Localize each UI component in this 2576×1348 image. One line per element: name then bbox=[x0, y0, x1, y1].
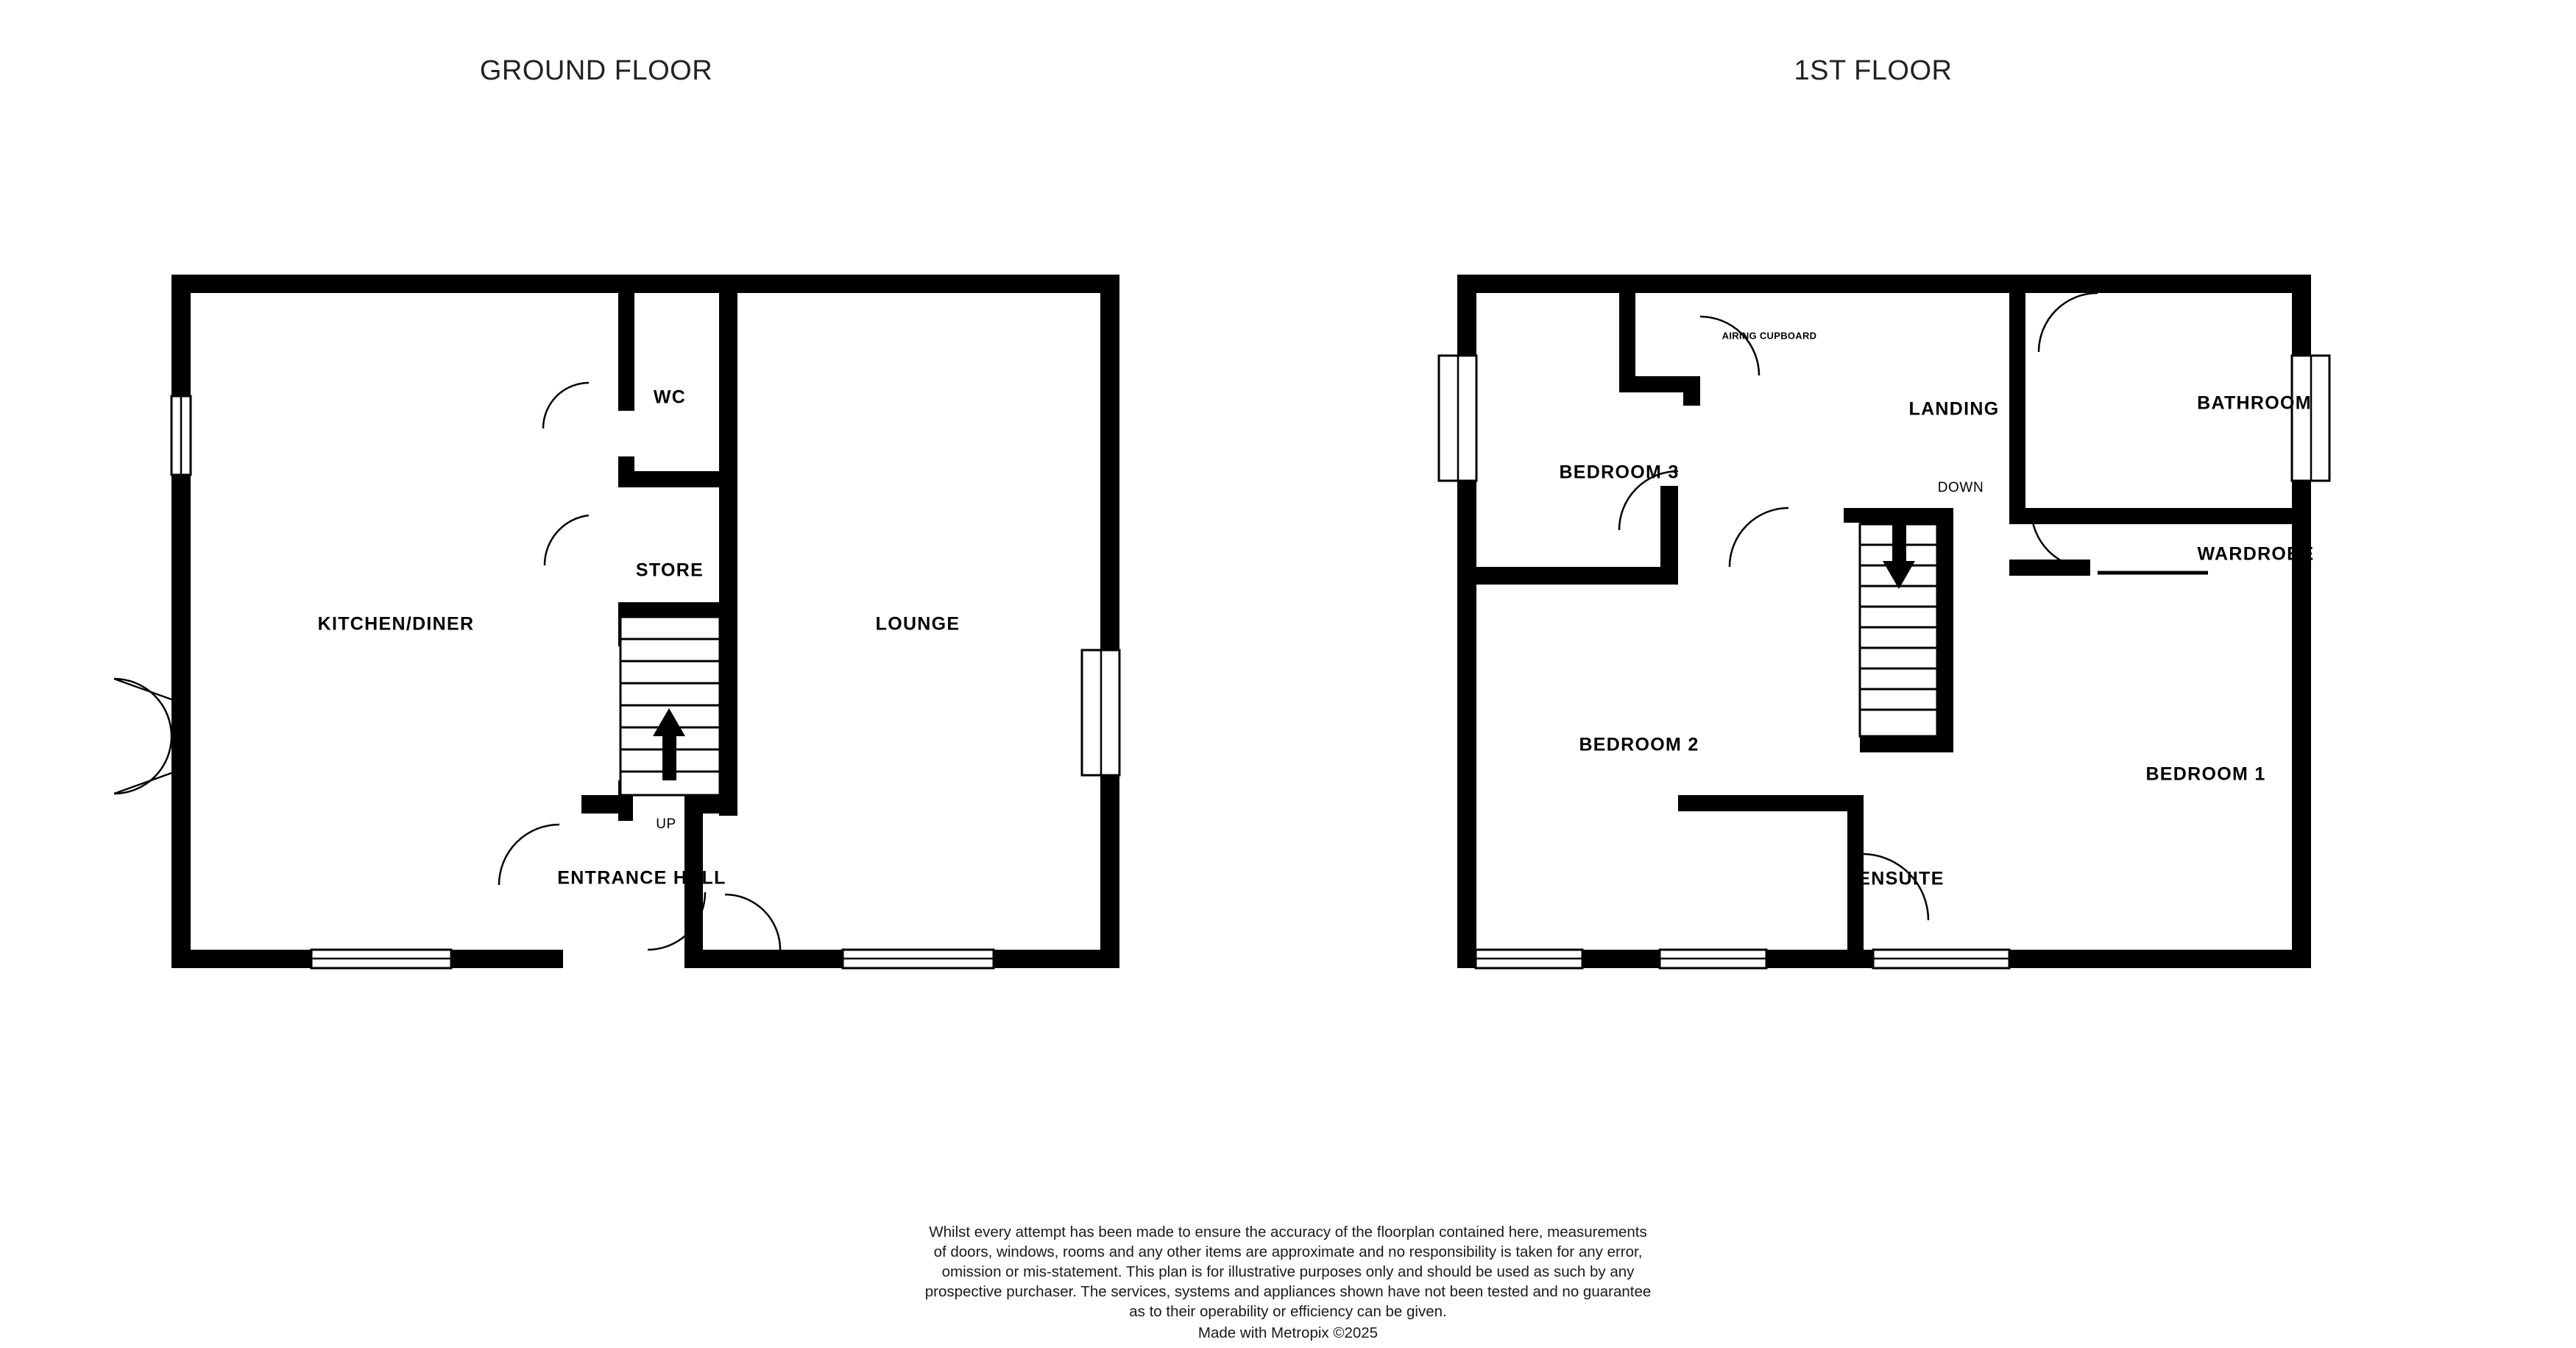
disclaimer-line-5: as to their operability or efficiency can be given. bbox=[1129, 1303, 1447, 1321]
room-label-entrance-hall: ENTRANCE HALL bbox=[557, 867, 726, 889]
stairs-up-label: UP bbox=[656, 816, 676, 832]
first-floor-title: 1ST FLOOR bbox=[1794, 55, 1953, 86]
ground-floor-walls bbox=[114, 275, 1119, 968]
room-label-bathroom: BATHROOM bbox=[2197, 392, 2312, 414]
made-with-credit: Made with Metropix ©2025 bbox=[1197, 1324, 1379, 1342]
room-label-ensuite: ENSUITE bbox=[1858, 868, 1945, 889]
ground-floor-title: GROUND FLOOR bbox=[479, 55, 713, 86]
room-label-bedroom-1: BEDROOM 1 bbox=[2145, 763, 2266, 785]
room-label-landing: LANDING bbox=[1908, 398, 2000, 420]
room-label-airing-cupboard: AIRING CUPBOARD bbox=[1722, 330, 1817, 342]
room-label-bedroom-2: BEDROOM 2 bbox=[1579, 734, 1699, 755]
room-label-lounge: LOUNGE bbox=[875, 613, 960, 635]
room-label-store: STORE bbox=[635, 560, 704, 581]
stairs-down-label: DOWN bbox=[1937, 480, 1984, 495]
disclaimer-line-3: omission or mis-statement. This plan is for illustrative purposes only and should be used as such by any bbox=[941, 1263, 1635, 1281]
disclaimer-line-4: prospective purchaser. The services, systems and appliances shown have not been tested and no guarantee bbox=[924, 1283, 1652, 1301]
room-label-wardrobe: WARDROBE bbox=[2197, 543, 2315, 565]
room-label-kitchen-diner: KITCHEN/DINER bbox=[317, 613, 475, 635]
disclaimer-block bbox=[828, 1222, 1748, 1343]
room-label-bedroom-3: BEDROOM 3 bbox=[1559, 462, 1680, 483]
disclaimer-line-1: Whilst every attempt has been made to ensure the accuracy of the floorplan contained here, measurements bbox=[929, 1224, 1647, 1241]
room-label-wc: WC bbox=[653, 387, 687, 408]
disclaimer-line-2: of doors, windows, rooms and any other items are approximate and no responsibility is taken for any error, bbox=[933, 1243, 1643, 1261]
first-floor-walls bbox=[1439, 275, 2329, 968]
